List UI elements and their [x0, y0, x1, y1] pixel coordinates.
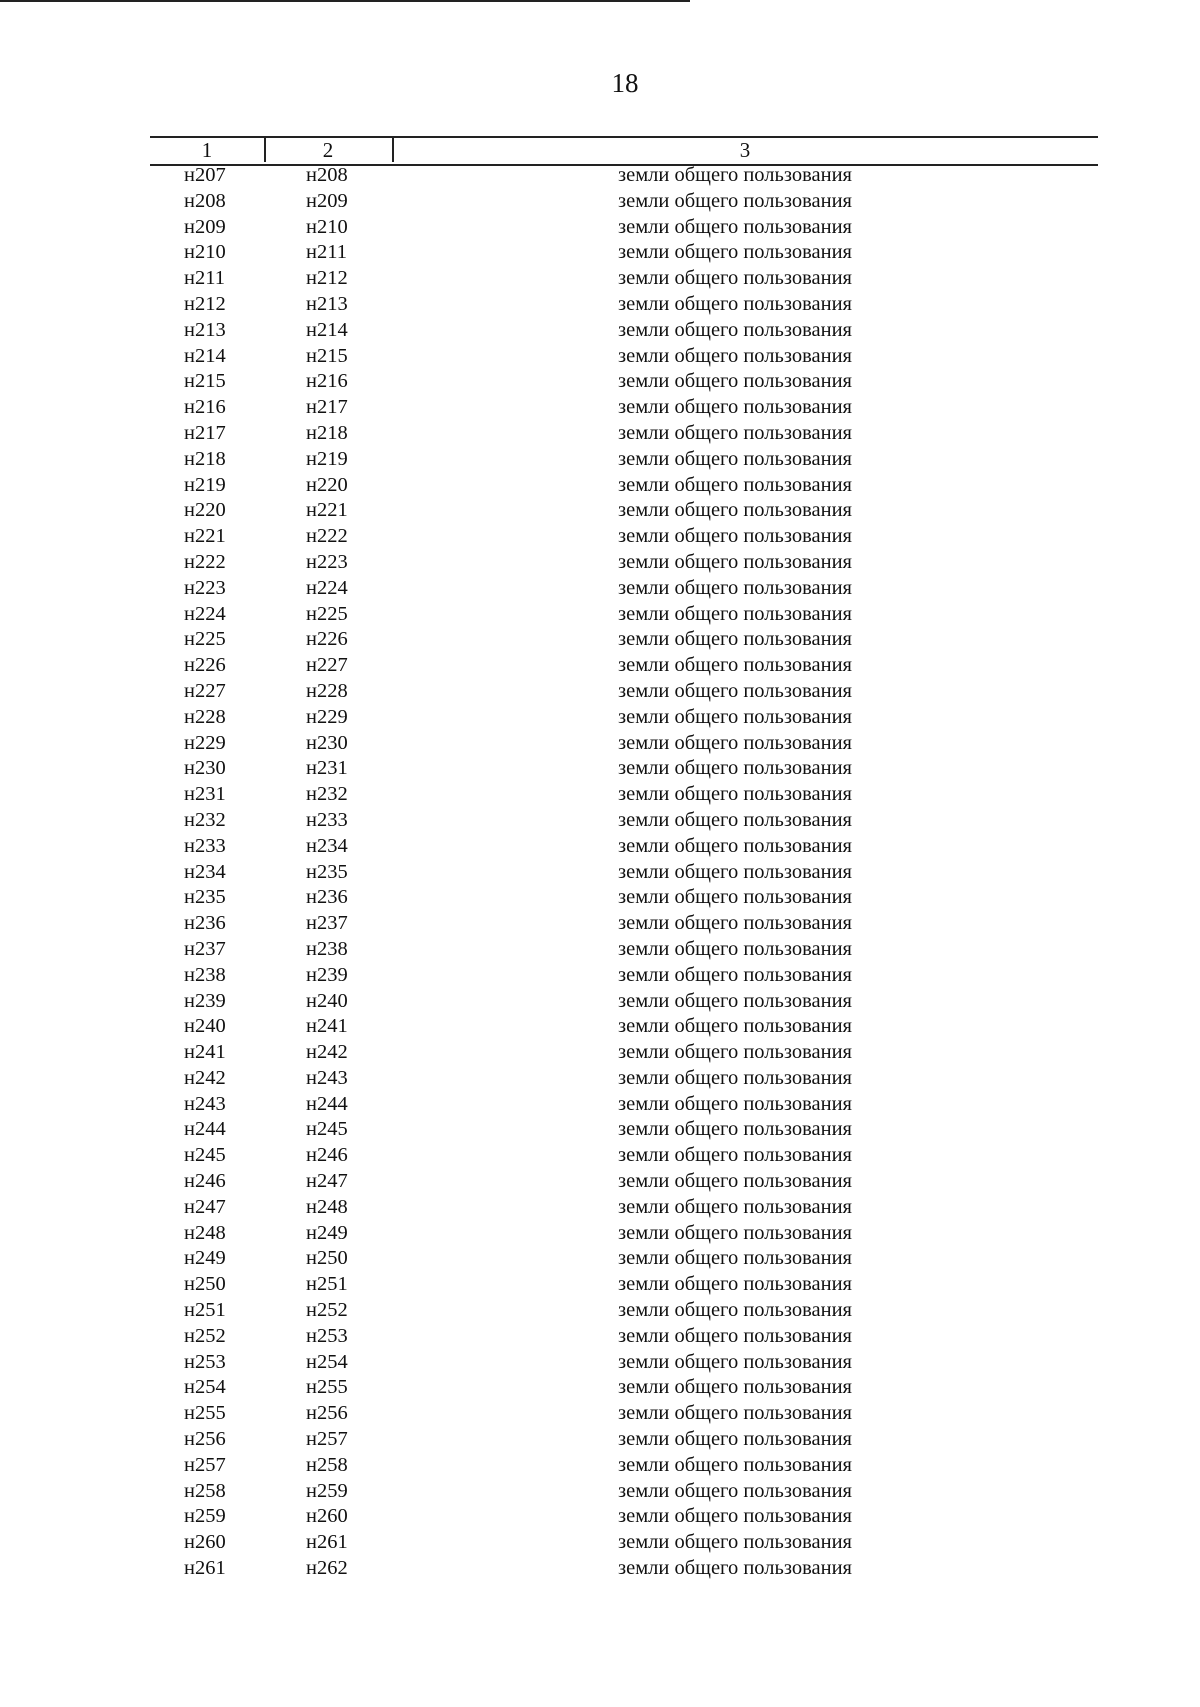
land-type: земли общего пользования [618, 757, 852, 780]
point-to: н234 [306, 834, 348, 857]
point-from: н257 [184, 1453, 226, 1476]
point-to: н228 [306, 679, 348, 702]
point-to: н243 [306, 1066, 348, 1089]
point-to: н220 [306, 473, 348, 496]
land-type: земли общего пользования [618, 241, 852, 264]
point-to: н230 [306, 731, 348, 754]
point-from: н209 [184, 215, 226, 238]
land-type: земли общего пользования [618, 1505, 852, 1528]
point-from: н217 [184, 421, 226, 444]
table-row [150, 1272, 1098, 1298]
land-type: земли общего пользования [618, 628, 852, 651]
point-from: н218 [184, 447, 226, 470]
point-from: н229 [184, 731, 226, 754]
point-from: н253 [184, 1350, 226, 1373]
land-type: земли общего пользования [618, 937, 852, 960]
land-type: земли общего пользования [618, 1557, 852, 1580]
point-to: н233 [306, 808, 348, 831]
point-to: н250 [306, 1247, 348, 1270]
point-to: н239 [306, 963, 348, 986]
land-type: земли общего пользования [618, 344, 852, 367]
point-to: н224 [306, 576, 348, 599]
point-from: н226 [184, 654, 226, 677]
land-type: земли общего пользования [618, 499, 852, 522]
point-to: н229 [306, 705, 348, 728]
table-row [150, 1453, 1098, 1479]
table-row [150, 602, 1098, 628]
land-type: земли общего пользования [618, 1144, 852, 1167]
point-from: н214 [184, 344, 226, 367]
point-to: н225 [306, 602, 348, 625]
table-row [150, 1195, 1098, 1221]
table-body [150, 163, 1098, 1582]
point-from: н243 [184, 1092, 226, 1115]
point-to: н231 [306, 757, 348, 780]
point-from: н212 [184, 292, 226, 315]
land-type: земли общего пользования [618, 1118, 852, 1141]
point-from: н255 [184, 1402, 226, 1425]
point-to: н247 [306, 1170, 348, 1193]
table-row [150, 653, 1098, 679]
point-from: н211 [184, 267, 225, 290]
table-row [150, 1375, 1098, 1401]
point-from: н227 [184, 679, 226, 702]
table-row [150, 885, 1098, 911]
land-type: земли общего пользования [618, 912, 852, 935]
table-row [150, 834, 1098, 860]
point-to: н240 [306, 989, 348, 1012]
point-to: н252 [306, 1299, 348, 1322]
table-row [150, 498, 1098, 524]
land-type: земли общего пользования [618, 731, 852, 754]
land-type: земли общего пользования [618, 370, 852, 393]
point-from: н207 [184, 164, 226, 186]
table-row [150, 344, 1098, 370]
point-to: н245 [306, 1118, 348, 1141]
land-type: земли общего пользования [618, 834, 852, 857]
header-divider-1 [264, 136, 266, 162]
point-to: н249 [306, 1221, 348, 1244]
point-from: н225 [184, 628, 226, 651]
land-type: земли общего пользования [618, 860, 852, 883]
table-row [150, 1350, 1098, 1376]
point-to: н237 [306, 912, 348, 935]
point-to: н236 [306, 886, 348, 909]
table-row [150, 1324, 1098, 1350]
table-row [150, 1040, 1098, 1066]
point-from: н235 [184, 886, 226, 909]
point-from: н223 [184, 576, 226, 599]
table-row [150, 1117, 1098, 1143]
land-type: земли общего пользования [618, 525, 852, 548]
point-to: н262 [306, 1557, 348, 1580]
table-row [150, 421, 1098, 447]
point-from: н213 [184, 318, 226, 341]
point-to: н235 [306, 860, 348, 883]
land-type: земли общего пользования [618, 292, 852, 315]
point-from: н259 [184, 1505, 226, 1528]
point-from: н237 [184, 937, 226, 960]
land-type: земли общего пользования [618, 963, 852, 986]
point-to: н242 [306, 1041, 348, 1064]
point-to: н227 [306, 654, 348, 677]
point-from: н260 [184, 1531, 226, 1554]
point-from: н219 [184, 473, 226, 496]
point-from: н238 [184, 963, 226, 986]
table-row [150, 447, 1098, 473]
point-to: н257 [306, 1428, 348, 1451]
point-to: н258 [306, 1453, 348, 1476]
point-to: н221 [306, 499, 348, 522]
point-to: н260 [306, 1505, 348, 1528]
land-type: земли общего пользования [618, 602, 852, 625]
table-row [150, 1401, 1098, 1427]
point-from: н231 [184, 783, 226, 806]
point-from: н246 [184, 1170, 226, 1193]
land-type: земли общего пользования [618, 1221, 852, 1244]
land-type: земли общего пользования [618, 189, 852, 212]
point-from: н256 [184, 1428, 226, 1451]
point-from: н254 [184, 1376, 226, 1399]
table-row [150, 705, 1098, 731]
land-type: земли общего пользования [618, 783, 852, 806]
header-col-3: 3 [739, 138, 751, 162]
table-row [150, 1014, 1098, 1040]
table-row [150, 1246, 1098, 1272]
point-to: н214 [306, 318, 348, 341]
table-row [150, 963, 1098, 989]
table-row [150, 1169, 1098, 1195]
point-to: н253 [306, 1324, 348, 1347]
land-type: земли общего пользования [618, 576, 852, 599]
land-type: земли общего пользования [618, 421, 852, 444]
table-row [150, 1530, 1098, 1556]
point-from: н220 [184, 499, 226, 522]
point-to: н215 [306, 344, 348, 367]
table-row [150, 1221, 1098, 1247]
table-row [150, 550, 1098, 576]
point-to: н244 [306, 1092, 348, 1115]
point-from: н249 [184, 1247, 226, 1270]
table-row [150, 782, 1098, 808]
land-type: земли общего пользования [618, 215, 852, 238]
point-to: н209 [306, 189, 348, 212]
point-from: н242 [184, 1066, 226, 1089]
point-from: н250 [184, 1273, 226, 1296]
table-row [150, 860, 1098, 886]
point-from: н239 [184, 989, 226, 1012]
point-to: н226 [306, 628, 348, 651]
point-to: н232 [306, 783, 348, 806]
point-from: н247 [184, 1195, 226, 1218]
point-to: н259 [306, 1479, 348, 1502]
land-type: земли общего пользования [618, 1066, 852, 1089]
land-type: земли общего пользования [618, 1273, 852, 1296]
land-type: земли общего пользования [618, 1041, 852, 1064]
header-col-1: 1 [201, 138, 213, 162]
point-from: н252 [184, 1324, 226, 1347]
table-row [150, 369, 1098, 395]
point-from: н261 [184, 1557, 226, 1580]
point-from: н221 [184, 525, 226, 548]
land-type: земли общего пользования [618, 1324, 852, 1347]
point-from: н222 [184, 550, 226, 573]
table-row [150, 1298, 1098, 1324]
point-from: н228 [184, 705, 226, 728]
point-from: н245 [184, 1144, 226, 1167]
table-row [150, 1556, 1098, 1582]
land-type: земли общего пользования [618, 886, 852, 909]
point-from: н244 [184, 1118, 226, 1141]
point-from: н234 [184, 860, 226, 883]
table-row [150, 1066, 1098, 1092]
table-row [150, 1092, 1098, 1118]
table-row [150, 473, 1098, 499]
table-row [150, 163, 1098, 189]
land-type: земли общего пользования [618, 1479, 852, 1502]
land-type: земли общего пользования [618, 318, 852, 341]
point-from: н236 [184, 912, 226, 935]
point-to: н256 [306, 1402, 348, 1425]
point-from: н224 [184, 602, 226, 625]
point-from: н241 [184, 1041, 226, 1064]
point-to: н248 [306, 1195, 348, 1218]
land-type: земли общего пользования [618, 705, 852, 728]
land-type: земли общего пользования [618, 654, 852, 677]
point-to: н212 [306, 267, 348, 290]
land-type: земли общего пользования [618, 473, 852, 496]
point-from: н215 [184, 370, 226, 393]
point-to: н255 [306, 1376, 348, 1399]
table-row [150, 1479, 1098, 1505]
point-to: н241 [306, 1015, 348, 1038]
table-row [150, 266, 1098, 292]
land-type: земли общего пользования [618, 1247, 852, 1270]
table-row [150, 215, 1098, 241]
land-type: земли общего пользования [618, 267, 852, 290]
land-type: земли общего пользования [618, 1350, 852, 1373]
point-from: н240 [184, 1015, 226, 1038]
land-type: земли общего пользования [618, 396, 852, 419]
point-from: н258 [184, 1479, 226, 1502]
point-to: н218 [306, 421, 348, 444]
land-type: земли общего пользования [618, 447, 852, 470]
land-type: земли общего пользования [618, 808, 852, 831]
land-type: земли общего пользования [618, 1402, 852, 1425]
point-from: н233 [184, 834, 226, 857]
table-row [150, 627, 1098, 653]
point-to: н213 [306, 292, 348, 315]
header-col-2: 2 [322, 138, 334, 162]
point-to: н222 [306, 525, 348, 548]
header-divider-2 [392, 136, 394, 162]
table-row [150, 292, 1098, 318]
point-from: н216 [184, 396, 226, 419]
table-row [150, 1143, 1098, 1169]
land-type: земли общего пользования [618, 1531, 852, 1554]
point-to: н216 [306, 370, 348, 393]
land-type: земли общего пользования [618, 1015, 852, 1038]
land-type: земли общего пользования [618, 679, 852, 702]
point-to: н254 [306, 1350, 348, 1373]
point-to: н246 [306, 1144, 348, 1167]
land-type: земли общего пользования [618, 989, 852, 1012]
table-row [150, 911, 1098, 937]
point-from: н248 [184, 1221, 226, 1244]
table-row [150, 395, 1098, 421]
table-row [150, 189, 1098, 215]
land-type: земли общего пользования [618, 1376, 852, 1399]
table-row [150, 679, 1098, 705]
point-from: н210 [184, 241, 226, 264]
point-from: н230 [184, 757, 226, 780]
table-row [150, 576, 1098, 602]
table-row [150, 524, 1098, 550]
table-row [150, 1504, 1098, 1530]
land-type: земли общего пользования [618, 1453, 852, 1476]
land-type: земли общего пользования [618, 550, 852, 573]
land-type: земли общего пользования [618, 1299, 852, 1322]
table-row [150, 937, 1098, 963]
table-row [150, 756, 1098, 782]
land-type: земли общего пользования [618, 1428, 852, 1451]
point-to: н251 [306, 1273, 348, 1296]
table-row [150, 731, 1098, 757]
land-type: земли общего пользования [618, 1092, 852, 1115]
point-to: н217 [306, 396, 348, 419]
point-to: н223 [306, 550, 348, 573]
point-from: н251 [184, 1299, 226, 1322]
table-row [150, 318, 1098, 344]
table-row [150, 989, 1098, 1015]
land-type: земли общего пользования [618, 1170, 852, 1193]
page-top-border [0, 0, 690, 2]
point-to: н238 [306, 937, 348, 960]
page-number: 18 [611, 68, 639, 98]
table-row [150, 240, 1098, 266]
point-to: н208 [306, 164, 348, 186]
table-row [150, 1427, 1098, 1453]
table-header [150, 136, 1098, 166]
table-row [150, 808, 1098, 834]
point-from: н232 [184, 808, 226, 831]
point-to: н211 [306, 241, 347, 264]
point-to: н261 [306, 1531, 348, 1554]
land-type: земли общего пользования [618, 1195, 852, 1218]
land-type: земли общего пользования [618, 164, 852, 186]
point-from: н208 [184, 189, 226, 212]
point-to: н219 [306, 447, 348, 470]
point-to: н210 [306, 215, 348, 238]
